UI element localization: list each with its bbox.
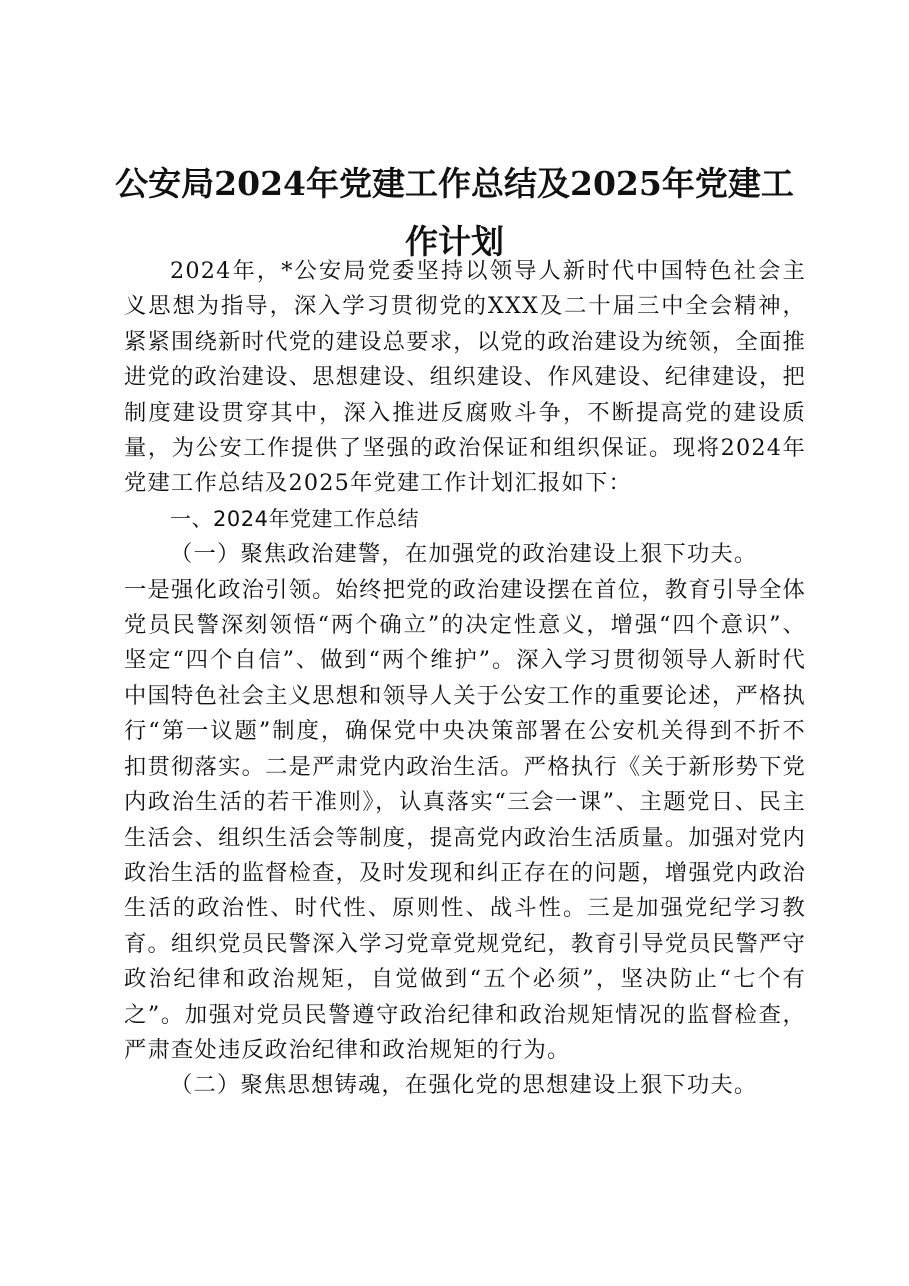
document-title: 公安局2024年党建工作总结及2025年党建工作计划: [115, 164, 794, 261]
subsection-heading-1: （一）聚焦政治建警，在加强党的政治建设上狠下功夫。: [170, 541, 758, 568]
intro-paragraph: 2024年，*公安局党委坚持以领导人新时代中国特色社会主义思想为指导，深入学习贯彻党的XXX及二十届三中全会精神，紧紧围绕新时代党的建设总要求，以党的政治建设为统领，全面推进党的政治建设、思想建设、组织建设、作风建设、纪律建设，把制度建设贯穿其中，深入推进反腐败斗争，不断提高党的建设质量，为公安工作提供了坚强的政治保证和组织保证。现将2024年党建工作总结及2025年党建工作计划汇报如下：: [124, 258, 806, 497]
subsection-heading-2: （二）聚焦思想铸魂，在强化党的思想建设上狠下功夫。: [170, 1072, 758, 1099]
subsection-body-1: 一是强化政治引领。始终把党的政治建设摆在首位，教育引导全体党员民警深刻领悟“两个确立”的决定性意义，增强“四个意识”、坚定“四个自信”、做到“两个维护”。深入学习贯彻领导人新时代中国特色社会主义思想和领导人关于公安工作的重要论述，严格执行“第一议题”制度，确保党中央决策部署在公安机关得到不折不扣贯彻落实。二是严肃党内政治生活。严格执行《关于新形势下党内政治生活的若干准则》，认真落实“三会一课”、主题党日、民主生活会、组织生活会等制度，提高党内政治生活质量。加强对党内政治生活的监督检查，及时发现和纠正存在的问题，增强党内政治生活的政治性、时代性、原则性、战斗性。三是加强党纪学习教育。组织党员民警深入学习党章党规党纪，教育引导党员民警严守政治纪律和政治规矩，自觉做到“五个必须”，坚决防止“七个有之”。加强对党员民警遵守政治纪律和政治规矩情况的监督检查，严肃查处违反政治纪律和政治规矩的行为。: [124, 576, 806, 1063]
document-body: [124, 254, 806, 1104]
section-heading-1: 一、2024年党建工作总结: [170, 506, 419, 531]
